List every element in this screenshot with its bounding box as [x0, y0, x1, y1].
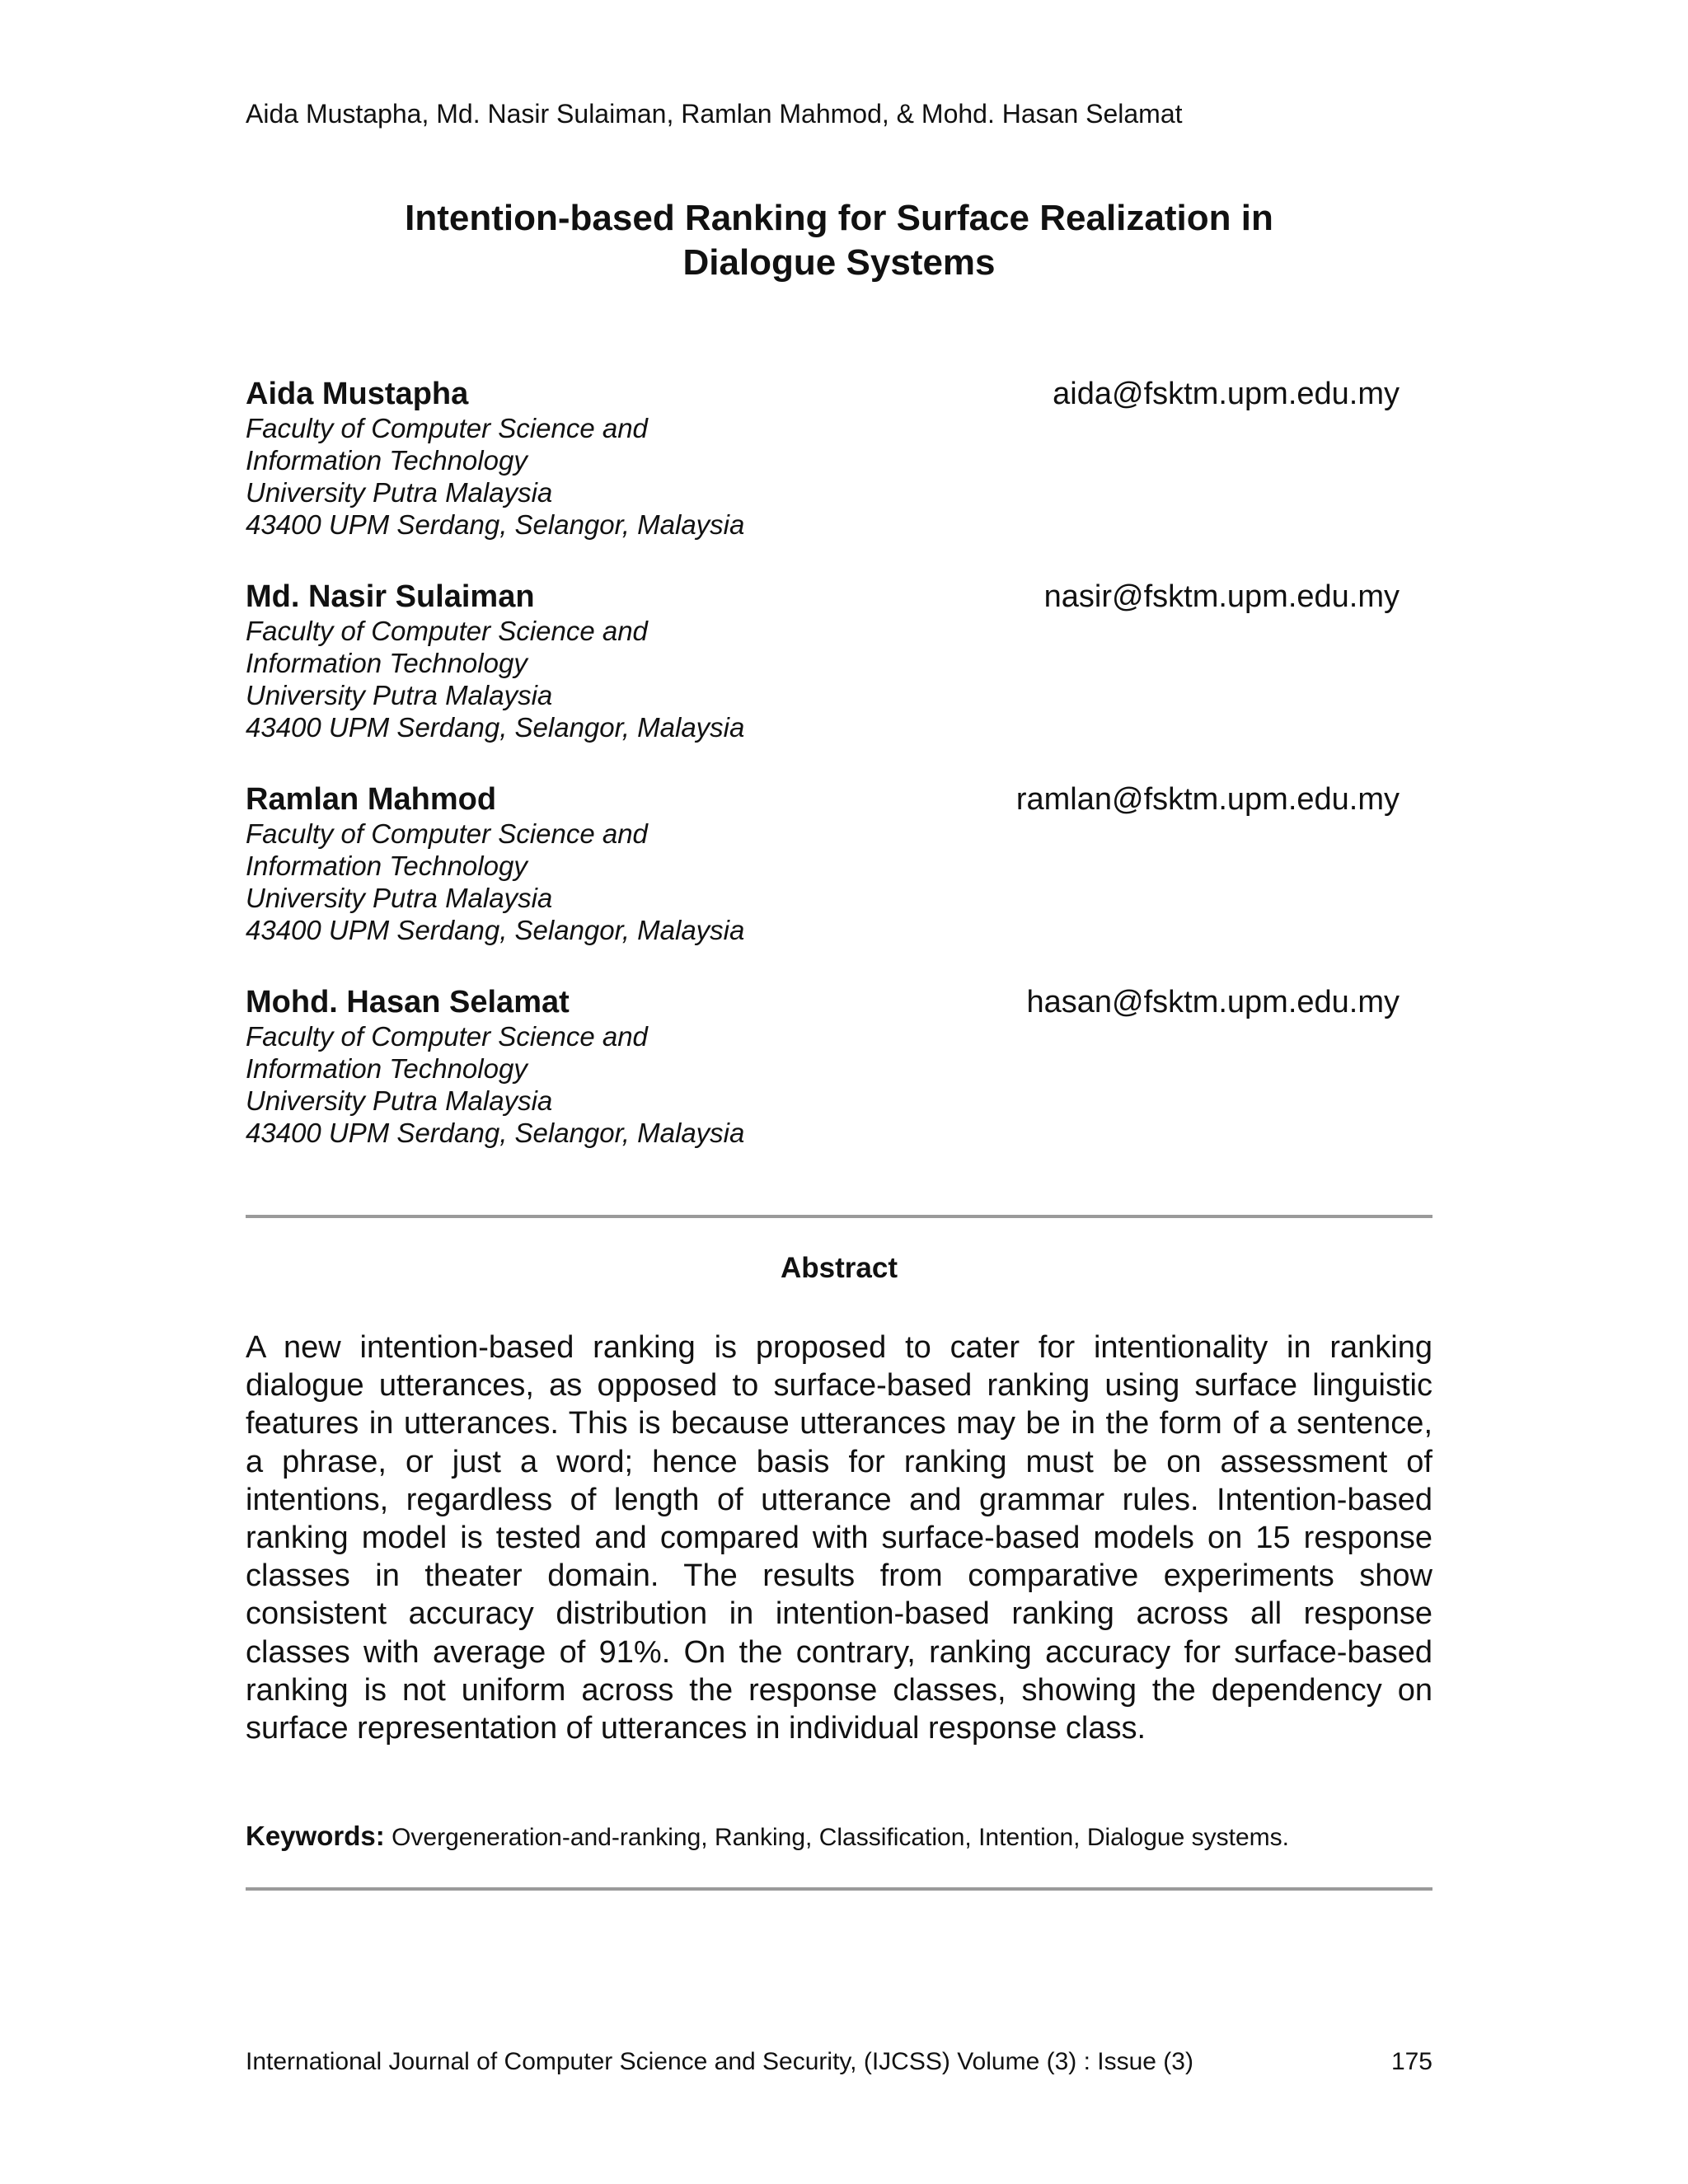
footer-journal: International Journal of Computer Science and Security, (IJCSS) Volume (3) : Issue (3) — [246, 2048, 1193, 2075]
author-affiliation-line: 43400 UPM Serdang, Selangor, Malaysia — [246, 509, 745, 540]
divider-rule-top — [246, 1215, 1432, 1218]
divider-rule-bottom — [246, 1887, 1432, 1891]
paper-title — [246, 196, 1432, 285]
author-affiliation-line: 43400 UPM Serdang, Selangor, Malaysia — [246, 1118, 745, 1148]
abstract-body: A new intention-based ranking is proposed to cater for intentionality in ranking dialogue utterances, as opposed to surface-based ranking using surface linguistic features in utterances. This is because utterances may be in the form of a sentence, a phrase, or just a word; hence basis for ranking must be on assessment of intentions, regardless of length of utterance and grammar rules. Intention-based ranking model is tested and compared with surface-based models on 15 response classes in theater domain. The results from comparative experiments show consistent accuracy distribution in intention-based ranking across all response classes with average of 91%. On the contrary, ranking accuracy for surface-based ranking is not uniform across the response classes, showing the dependency on surface representation of utterances in individual response class. — [246, 1330, 1432, 1746]
keywords-text: Overgeneration-and-ranking, Ranking, Classification, Intention, Dialogue systems. — [392, 1824, 1289, 1851]
author-affiliation-line: University Putra Malaysia — [246, 1085, 553, 1116]
author-email: aida@fsktm.upm.edu.my — [1053, 377, 1400, 411]
author-affiliation-line: Information Technology — [246, 1053, 528, 1084]
author-affiliation-line: University Putra Malaysia — [246, 883, 553, 913]
author-block — [246, 376, 1400, 541]
author-name: Aida Mustapha — [246, 377, 469, 411]
author-name: Mohd. Hasan Selamat — [246, 985, 570, 1019]
author-affiliation-line: University Putra Malaysia — [246, 680, 553, 710]
author-affiliation-line: Information Technology — [246, 851, 528, 881]
author-name: Ramlan Mahmod — [246, 782, 497, 817]
keywords-label: Keywords: — [246, 1821, 385, 1851]
author-block — [246, 781, 1400, 946]
author-name: Md. Nasir Sulaiman — [246, 579, 535, 614]
author-affiliation-line: Information Technology — [246, 648, 528, 678]
keywords-line — [246, 1820, 1432, 1854]
title-line-1: Intention-based Ranking for Surface Realization in — [405, 198, 1273, 238]
author-email: hasan@fsktm.upm.edu.my — [1026, 985, 1400, 1019]
author-affiliation-line: 43400 UPM Serdang, Selangor, Malaysia — [246, 915, 745, 945]
author-affiliation-line: 43400 UPM Serdang, Selangor, Malaysia — [246, 712, 745, 743]
author-email: nasir@fsktm.upm.edu.my — [1043, 579, 1400, 614]
author-affiliation-line: Faculty of Computer Science and — [246, 1021, 648, 1052]
running-header: Aida Mustapha, Md. Nasir Sulaiman, Ramlan Mahmod, & Mohd. Hasan Selamat — [246, 99, 1183, 129]
author-affiliation-line: Faculty of Computer Science and — [246, 818, 648, 849]
author-affiliation-line: Faculty of Computer Science and — [246, 616, 648, 646]
title-line-2: Dialogue Systems — [682, 242, 996, 283]
abstract-heading: Abstract — [781, 1252, 898, 1284]
author-affiliation-line: Information Technology — [246, 445, 528, 476]
author-block — [246, 984, 1400, 1149]
author-email: ramlan@fsktm.upm.edu.my — [1015, 782, 1400, 817]
author-affiliation-line: University Putra Malaysia — [246, 477, 553, 508]
page-number: 175 — [1390, 2048, 1432, 2075]
author-block — [246, 579, 1400, 743]
author-affiliation-line: Faculty of Computer Science and — [246, 413, 648, 443]
